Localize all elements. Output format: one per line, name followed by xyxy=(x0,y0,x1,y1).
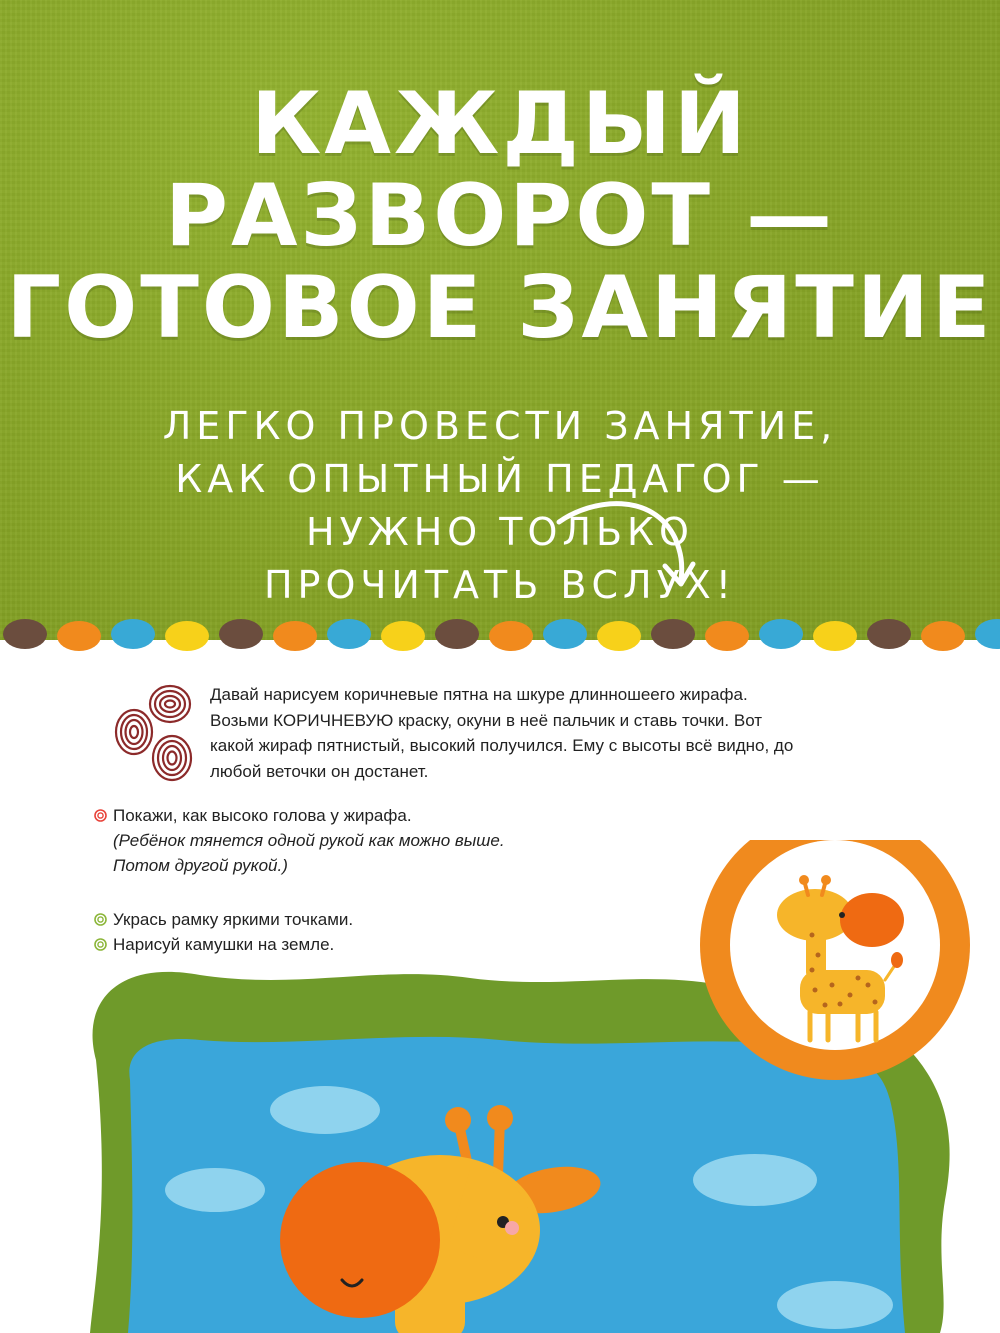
giraffe-illustration xyxy=(0,840,1000,1333)
intro-line: какой жираф пятнистый, высокий получился. Ему с высоты всё видно, до xyxy=(210,736,794,755)
border-dot xyxy=(759,619,803,649)
border-dot xyxy=(813,621,857,651)
curved-arrow-icon xyxy=(553,490,703,595)
task-note: (Ребёнок тянется одной рукой как можно выше. xyxy=(113,831,505,850)
subtitle-line: КАК ОПЫТНЫЙ ПЕДАГОГ — xyxy=(175,457,825,501)
task-text: Укрась рамку яркими точками. xyxy=(113,910,354,929)
intro-line: Возьми КОРИЧНЕВУЮ краску, окуни в неё пальчик и ставь точки. Вот xyxy=(210,710,763,730)
task-text: Нарисуй камушки на земле. xyxy=(113,935,335,954)
border-dot xyxy=(273,621,317,651)
subtitle xyxy=(0,400,1000,612)
stone xyxy=(165,1168,265,1212)
dot-border xyxy=(0,618,1000,666)
border-dot xyxy=(3,619,47,649)
stone xyxy=(693,1154,817,1206)
intro-line: любой веточки он достанет. xyxy=(210,761,429,781)
fingerprint-icon xyxy=(112,680,196,784)
subtitle-line: ЛЕГКО ПРОВЕСТИ ЗАНЯТИЕ, xyxy=(162,404,838,448)
border-dot xyxy=(165,621,209,651)
subtitle-line: НУЖНО ТОЛЬКО xyxy=(306,510,694,554)
border-dot xyxy=(219,619,263,649)
border-dot xyxy=(705,621,749,651)
stone xyxy=(270,1086,380,1134)
border-dot xyxy=(975,619,1000,649)
stone xyxy=(777,1281,893,1329)
border-dot xyxy=(921,621,965,651)
border-dot xyxy=(651,619,695,649)
title-line: КАЖДЫЙ xyxy=(251,74,749,174)
border-dot xyxy=(435,619,479,649)
spiral-bullet-icon xyxy=(94,809,107,822)
border-dot xyxy=(327,619,371,649)
border-dot xyxy=(543,619,587,649)
border-dot xyxy=(597,621,641,651)
border-dot xyxy=(111,619,155,649)
border-dot xyxy=(57,621,101,651)
page-title xyxy=(0,74,1000,358)
task-text: Покажи, как высоко голова у жирафа. xyxy=(113,806,412,825)
task-note: Потом другой рукой.) xyxy=(113,856,288,875)
intro-line: Давай нарисуем коричневые пятна на шкуре длинношеего жирафа. xyxy=(210,685,748,704)
subtitle-line: ПРОЧИТАТЬ ВСЛУХ! xyxy=(263,563,737,607)
border-dot xyxy=(867,619,911,649)
header-banner xyxy=(0,0,1000,640)
border-dot xyxy=(489,621,533,651)
title-line: РАЗВОРОТ — xyxy=(164,166,836,266)
title-line: ГОТОВОЕ ЗАНЯТИЕ xyxy=(6,258,994,358)
intro-text xyxy=(210,682,950,784)
border-dot xyxy=(381,621,425,651)
